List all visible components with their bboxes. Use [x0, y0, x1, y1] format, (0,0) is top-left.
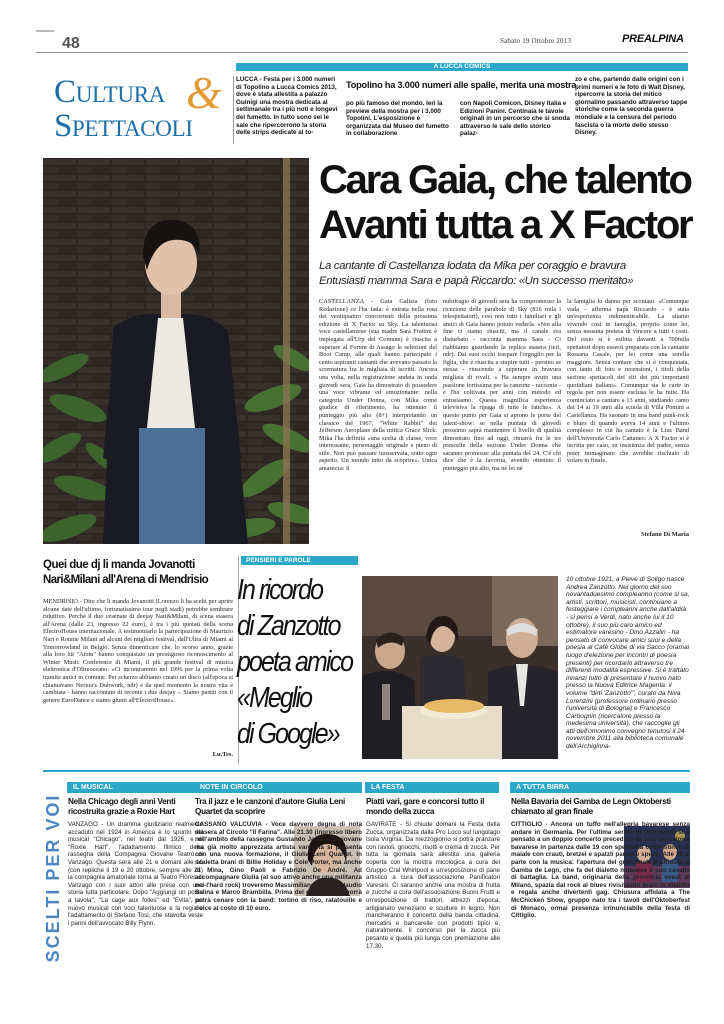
zanzotto-title — [237, 572, 361, 752]
jovanotti-title-line2: Nari&Milani all'Arena di Mendrisio — [43, 574, 209, 586]
main-article-col3: la famiglia lo danno per scontato. «Comunque vada - afferma papà Riccardo - è stata un'esperienza indimenticabile. La stiamo vivendo così in famiglia, proprio come lei, senza nessuna pretesa di vincere a tutti i costi. Del resto si è esibita davanti a 700mila spettatori dopo essersi preparata con la cantante Rossana Casale, per lei come una sorella maggiore. Senza contare che si è conquistata, con tanto di foto e recensioni, i titoli della sezione spettacoli dei siti dei più importanti quotidiani italiani». Comunque sia le carte in regola per non essere esclusa le ha tutte. Ha cominciato a cantare a 13 anni, studiando canto dai 14 ai 19 anni alla scuola di Villa Pomini a Castellanza. Ha suonato in una band punk-rock e blues di quando aveva 14 anni e l'ultimo complesso in cui ha cantato è la Liuc Band dell'Università Carlo Cattaneo. A X Factor si è iscritta per caso, su insistenza del padre, senza poter immaginare che avrebbe rischiato di volare in finale. — [567, 298, 689, 465]
zanzotto-title-line: di Zanzotto — [237, 610, 340, 642]
lucca-col2: po più famoso del mondo. Ieri la preview della mostra per i 3.000 Topolini. L'esposizione è organizzata dal Museo del fumetto in collaborazione — [346, 100, 449, 138]
header-rule-left — [36, 30, 54, 32]
section-title-amp: & — [186, 67, 222, 118]
zanzotto-title-line: «Meglio — [237, 682, 312, 714]
scelti-body: GAVIRATE - Si chiude domani la Festa della Zucca, organizzata dalla Pro Loco sul lungolago Isola Virginia. Da mezzogiorno si potrà pranzare con ravioli, gnocchi, risotti e crema di zucca. Per tutta la giornata sarà allestita una galleria coperta con la mostra micologica a cura del Gruppo Cral Whirlpool e un'esposizione di pane artistico a cura dell'associazione Panificatori Varesini. Ci saranno anche una mostra di frutta e zucche a cura dell'associazione Buoni Frutti e un'esposizione di trattori, attrezzi d'epoca, artigianato veneziano e sculture in legno. Non mancheranno il concerto della banda cittadina, mercatini e bancarelle con prodotti tipici e, naturalmente, il concorso per la zucca più pesante e quella più lunga con premiazione alle 17.30. — [366, 821, 500, 950]
main-title-line2: Avanti tutta a X Factor — [319, 203, 692, 247]
zanzotto-title-line: In ricordo — [237, 574, 323, 606]
scelti-body: VANZAGO - Un dramma giudiziario realmente accaduto nel 1924 in America è lo spunto del musical "Chicago", nei teatri dal 1926, e di "Roxie Hart", l'adattamento filmico della rassegna della Compagnia Giovane Teatro di Vanzago. Questa sera alle 21 e domani alle 16 (con repliche il 19 e 20 ottobre, sempre alle 21) la compagnia amatoriale torna al Teatro Flores di Vanzago con i suoi attori alle prese con una storia tutta particolare. Dopo "Aggiungi un posto a tavola", "La cage aux folles" ed "Evita", un nuovo musical con voci talentuose e la regia e l'adattamento di Stefano Tosi, che stavolta veste i panni dell'avvocato Billy Flynn. — [68, 821, 203, 927]
zanzotto-title-line: poeta amico — [237, 646, 353, 678]
lucca-col3: con Napoli Comicon, Disney Italia e Edizioni Panini. Centinaia le tavole originali in un percorso che si snoda attraverso le sale dello storico palaz- — [460, 100, 570, 138]
page-header — [0, 0, 724, 56]
header-rule — [36, 52, 688, 53]
lucca-title: Topolino ha 3.000 numeri alle spalle, merita una mostra — [346, 80, 577, 90]
newspaper-logo: PREALPINA — [622, 33, 684, 45]
scelti-kicker: NOTE IN CIRCOLO — [200, 784, 263, 791]
scelti-body: CASSANO VALCUVIA - Voce davvero degna di nota stasera al Circolo "Il Farina". Alle 21.30 (ingresso libero nell'ambito della rassegna Gustando Jazz) una giovane ma già molto apprezzata artista varesina si presenta con una nuova formazione, il Giulia Leni Quartet. In scaletta brani di Billie Holiday e Cole Porter, ma anche di Mina, Gino Paoli e Fabrizio De André. Ad accompagnare Giulia (al suo attivo anche una militanza nel-l'hard rock) troveremo Massimiliano Salina, Claudio Salina e Marco Brambilla. Prima del concerto chi vorrà potrà cenare con la band: tortino di riso, ratatouille e dolce al costo di 10 euro. — [195, 821, 362, 912]
main-subtitle-line2: Entusiasti mamma Sara e papà Riccardo: «Un successo meritato» — [319, 275, 634, 287]
lucca-col4: zo e che, partendo dalle origini con i primi numeri e le foto di Walt Disney, ripercorre la storia del mitico giornalino passando attraverso tappe storiche come la seconda guerra mondiale e la censura del periodo fascista o la morte dello stesso Disney. — [575, 76, 688, 137]
scelti-title: Piatti vari, gare e concorsi tutto il mondo della zucca — [366, 797, 485, 816]
header-date: Sabato 19 Ottobre 2013 — [500, 37, 572, 45]
lucca-divider — [233, 76, 234, 144]
section-title — [54, 67, 232, 146]
scelti-kicker: IL MUSICAL — [73, 784, 113, 791]
gaia-photo — [43, 158, 309, 544]
zanzotto-photo — [362, 576, 558, 759]
lucca-col1: LUCCA - Festa per i 3.000 numeri di Topolino a Lucca Comics 2013, dove è stata allestita a palazzo Guinigi una mostra dedicata al settimanale tra i più noti e longevi del fumetto. In tutto sono sei le sale che ripercorrono la storia delle strips dedicate al to- — [236, 76, 338, 137]
zanzotto-title-line: di Google» — [237, 718, 339, 750]
scelti-title: Nella Chicago degli anni Venti ricostruita grazie a Roxie Hart — [68, 797, 176, 816]
jovanotti-body: MENDRISIO - Dire che li manda Jovanotti (Lorenzo li ha scelti per aprire alcune date dell'ultimo, fortunatissimo tour negli stadi) potrebbe sembrare riduttivo. Perché il duo cesenate di deejay Nari&Milani, di scena stasera all'Arena (dalle 23, ingresso 22 euro), è tra i più quotati della scena ElectroHouse internazionale. A testimoniarlo la partecipazione di Maurizio Nari e Ronnie Milani ad alcuni dei migliori festival, dall'Ultra di Miami al Tomorrowland in Belgio. Senza dimenticare che, lo scorso anno, grazie alla loro hit "Atom" hanno conquistato un prestigioso riconoscimento al Winter Music Conference di Miami, il più grande festival di musica elettronica d'Oltreoceano. «Ci incontrammo nel 1996 per la prima volta tramite amici in comune. Per scherzo abbiamo creato un disco (all'epoca si chiamavano Neriou's Dubwork, ndr) e da quel momento la nostra vita è cambiata - hanno raccontato di recente i due deejay -. Siamo partiti con il genere EuroDance e siamo giunti all'ElectroHouse». — [43, 598, 233, 704]
lucca-kicker: A LUCCA COMICS — [433, 63, 491, 70]
main-title-line1: Cara Gaia, che talento — [319, 158, 691, 202]
section-title-line2: Spettacoli — [54, 108, 193, 144]
main-article-signature: Stefano Di Maria — [640, 531, 689, 538]
scelti-kicker: LA FESTA — [371, 784, 405, 791]
section-title-line1: Cultura — [54, 74, 166, 110]
jovanotti-signature: Lu.Tes. — [212, 751, 233, 758]
zanzotto-body: 10 ottobre 1921, a Pieve di Soligo nasce Andrea Zanzotto. Nel giorno del suo novantaduesimo compleanno (come si sa, artisti, scrittori, musicisti, continuano a festeggiare i compleanni anche dall'aldilà - si pensi a Verdi, nato anche lui il 10 ottobre), il suo più caro amico ed estimatore varesino - Dino Azzalin - ha pensato di convocare amici suoi e della poesia al Cafè Globe di via Sacco (oramai luogo d'elezione per incontri di poesia presenti) per ricordarlo attraverso tre differenti modalità espressive. Si è trattato innanzi tutto di presentare il nuovo nato presso la Nuova Editrice Magenta: il volume "dirti 'Zanzotto'", curato da Niva Lorenzini (professore ordinario presso l'università di Bologna) e Francesco Carbognin (ricercatore presso la medesima università), che raccoglie gli atti dell'omonimo convegno tenutosi il 24 novembre 2011 alla biblioteca comunale dell'Archiginna- — [566, 576, 690, 751]
scelti-kicker: A TUTTA BIRRA — [516, 784, 570, 791]
scelti-top-rule — [43, 770, 690, 772]
main-article-col2: nubifragio di giovedì sera ha compromesso la ricezione delle parabole di Sky (816 mila i telespettatori), così non tutti i familiari e gli amici di Gaia hanno potuto vederla. «Noi alla fine ci siamo riusciti, ma il canale era disturbato - racconta mamma Sara - Ci riabbiamo guardando la replica stasera (ieri, ndr). Dai suoi occhi traspare l'orgoglio per la figlia, che è riuscita a stupire tutti - persino se stessa - riuscendo a superare in bravura migliaia di rivali. « Ha sempre avuto una passione fortissima per la canzone - racconta - e l'ha coltivata per anni con metodo ed entusiasmo. Questa magnifica esperienza televisiva la ripaga di tutte le fatiche». A questo punto per Gaia si aprono le porte del talent-show: se nella puntata di giovedì prossimo saprà mantenere il livello di qualità dimostrato fino ad oggi, rimarrà fra le tre prescelte della sezione Under Donna che saranno promosse alla puntata del 24. C'è chi dice che è la favorita, avendo ottenuto il punteggio più alto, ma né lei né — [443, 298, 561, 473]
jovanotti-title-line1: Quei due dj li manda Jovanotti — [43, 559, 195, 571]
main-article-col1: CASTELLANZA - Gaia Galizia (foto Redazione) ce l'ha fatta: è entrata nella rosa dei ventiquattro concorrenti della prossima edizione di X Factor su Sky. La talentuosa voce castellanzese (sua madre Sara Frattini è impiegata all'Urp del Comune) è riuscita a superare al Forum di Assago le selezioni del Boot Camp, alle quali hanno partecipato i cento aspiranti cantanti che avevano passato la scrematura fra le migliaia di iscritti. Ancora una volta, nella registrazione andata in onda giovedì sera, Gaia ha dimostrato di possedere una voce vibrante ed emozionante: nella categoria Under Donna, con Mika come giudice di riferimento, ha ottenuto il punteggio più alto (8+) interpretando un classico del 1967, "White Rabbit" dei Jefferson Aeroplane della mitica Grace Slick. Mika l'ha definita «una scelta di classe, voce interessante, personaggio originale e pieno di stile. Non può passare inosservata, sotto ogni aspetto. Un mondo tutto da scoprire». Unica amarezza: il — [319, 298, 437, 473]
zanzotto-kicker: PENSIERI E PAROLE — [246, 557, 311, 564]
scelti-body: CITTIGLIO - Ancora un tuffo nell'allegria bavarese senza andare in Germania. Per l'ultima serata di Oktoberstì si è pensato a un doppio concerto preceduto da una cena tipica bavarese in partenza dalle 19 con specialità come stinco di maiale con crauti, bretzel e spatzli panna e speck. Alle 21 si parte con la musica: l'apertura del gran finale è affidata ai Gamba de Legn, che fa del dialetto milanese il suo cavallo di battaglia. La band, originaria della provincia ovest di Milano, spazia dal rock al blues rivisitando brani in dialetto e regala anche divertenti gag. Chiusura affidata a The McChicken Show, gruppo nato tra i tavoli dell'Oktoberfest di Monaco, ormai presenza irrinunciabile della festa di Cittiglio. — [511, 821, 690, 920]
gaia-photo-illustration — [43, 158, 309, 544]
scelti-title: Nella Bavaria dei Gamba de Legn Oktoberstì chiamato al gran finale — [511, 797, 671, 816]
scelti-title: Tra il jazz e le canzoni d'autore Giulia Leni Quartet da scoprire — [195, 797, 345, 816]
scelti-vertical-label: SCELTI PER VOI — [43, 793, 63, 963]
page-number: 48 — [62, 35, 80, 52]
zanzotto-photo-illustration — [362, 576, 558, 759]
main-subtitle-line1: La cantante di Castellanza lodata da Mika per coraggio e bravura — [319, 260, 626, 272]
